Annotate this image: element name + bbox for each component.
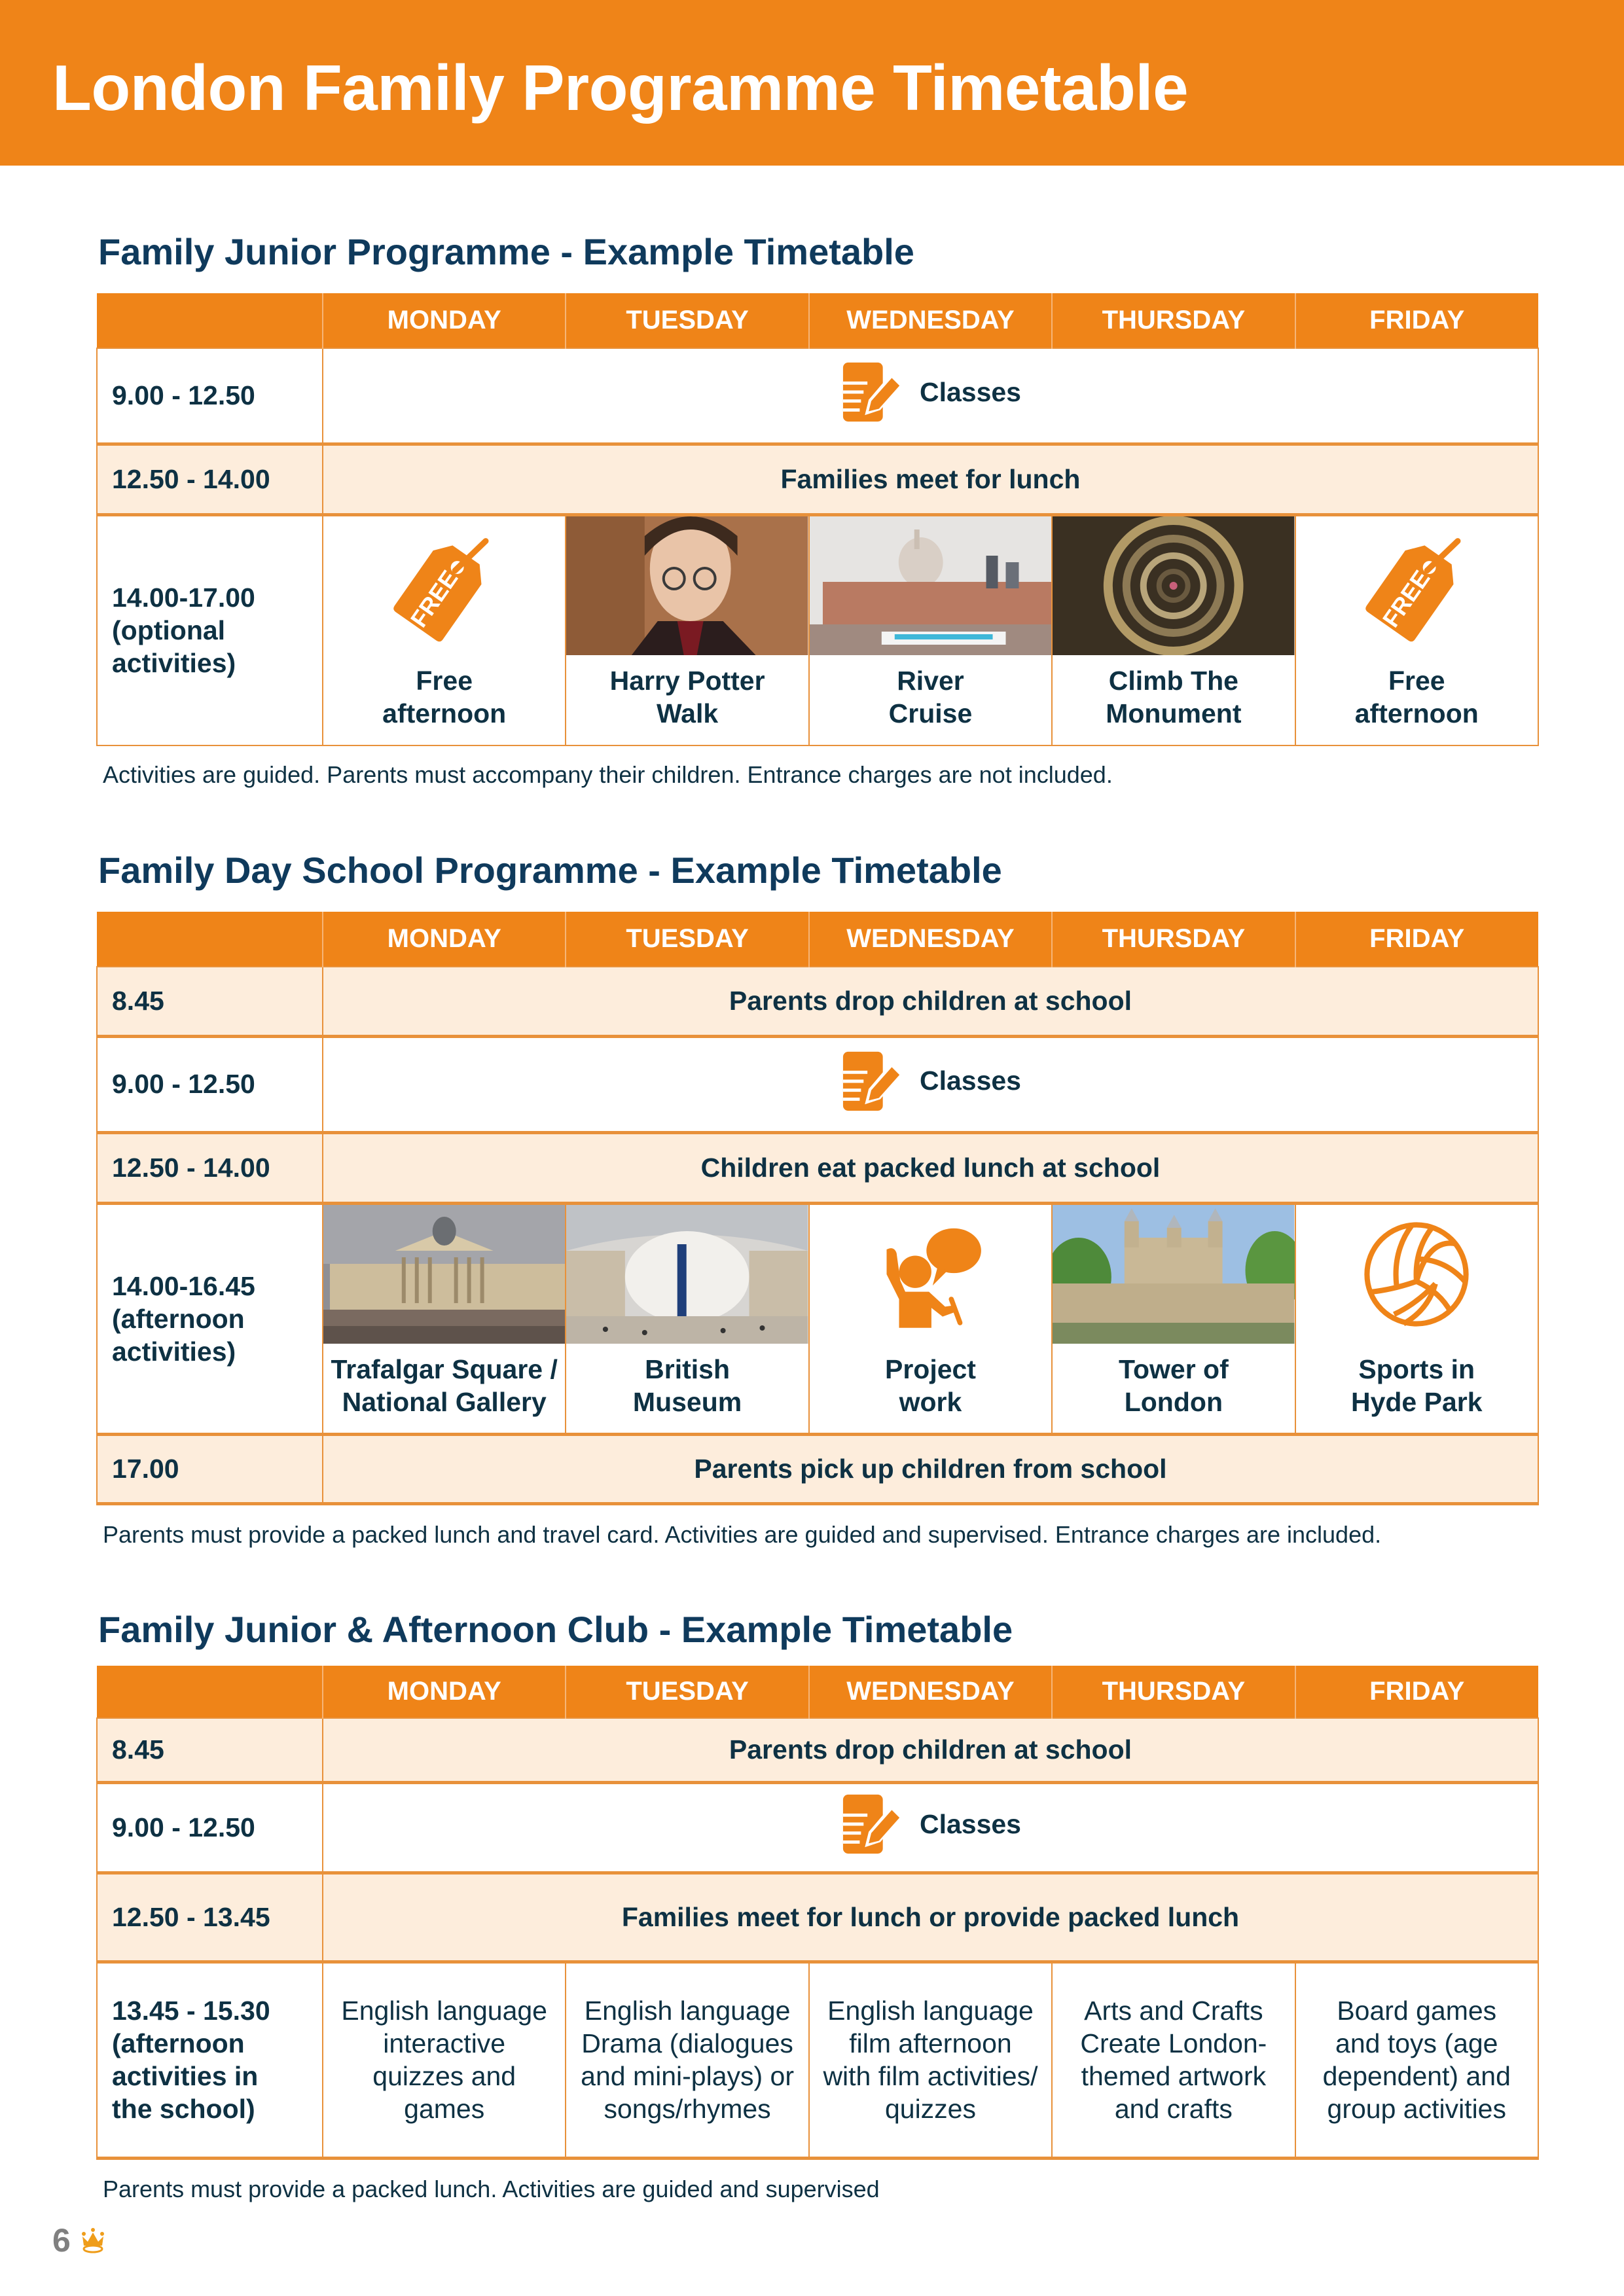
activity-label: Cruise <box>888 698 973 728</box>
time-cell: 12.50 - 14.00 <box>97 444 323 514</box>
activity-label: Climb The <box>1108 665 1238 696</box>
day-thursday: THURSDAY <box>1052 912 1295 967</box>
activity-line: group activities <box>1327 2094 1506 2124</box>
activity-line: themed artwork <box>1081 2061 1267 2091</box>
activity-label: work <box>899 1386 962 1417</box>
tower-of-london-photo <box>1053 1205 1294 1344</box>
page-title: London Family Programme Timetable <box>52 52 1189 124</box>
dayschool-programme-title: Family Day School Programme - Example Timetable <box>98 850 1002 891</box>
time-cell <box>97 514 323 745</box>
lunch-cell: Families meet for lunch <box>323 444 1538 514</box>
notepad-pencil-icon <box>840 360 905 424</box>
activity-cell-wednesday <box>809 514 1052 745</box>
day-thursday: THURSDAY <box>1052 1666 1295 1718</box>
activity-cell-wednesday <box>809 1203 1052 1434</box>
day-friday: FRIDAY <box>1295 293 1538 348</box>
free-tag-icon <box>1358 527 1475 645</box>
classes-label: Classes <box>919 1808 1021 1839</box>
activities-row <box>97 1203 1538 1434</box>
pickup-row <box>97 1434 1538 1503</box>
classes-cell <box>323 1036 1538 1132</box>
activity-cell-thursday <box>1052 1962 1295 2158</box>
activity-label: National Gallery <box>342 1386 547 1417</box>
corner-cell <box>97 1666 323 1718</box>
classes-row <box>97 1036 1538 1132</box>
time-line: (afternoon <box>112 1303 245 1334</box>
activity-line: and mini-plays) or <box>581 2061 794 2091</box>
activity-label: afternoon <box>1354 698 1479 728</box>
classes-label: Classes <box>919 376 1021 407</box>
day-friday: FRIDAY <box>1295 1666 1538 1718</box>
activity-line: quizzes and <box>372 2061 516 2091</box>
classes-label: Classes <box>919 1066 1021 1096</box>
day-header-row <box>97 293 1538 348</box>
activity-line: quizzes <box>884 2094 976 2124</box>
activity-label: Sports in <box>1358 1354 1475 1384</box>
pickup-cell: Parents pick up children from school <box>323 1434 1538 1503</box>
club-programme-title: Family Junior & Afternoon Club - Example Timetable <box>98 1609 1013 1650</box>
free-tag-icon <box>386 527 503 645</box>
activity-cell-tuesday <box>566 1962 808 2158</box>
activity-label: London <box>1124 1386 1223 1417</box>
presenter-speech-icon <box>868 1212 992 1336</box>
activity-cell-thursday <box>1052 1203 1295 1434</box>
notepad-pencil-icon <box>840 1792 905 1856</box>
classes-cell <box>323 1782 1538 1873</box>
time-line: 13.45 - 15.30 <box>112 1996 270 2026</box>
dayschool-programme-note: Parents must provide a packed lunch and travel card. Activities are guided and supervised. Entrance charges are included. <box>103 1521 1382 1548</box>
activity-line: English language <box>827 1996 1034 2026</box>
monument-staircase-photo <box>1053 516 1294 655</box>
time-line: (afternoon <box>112 2028 245 2058</box>
time-line: activities) <box>112 648 236 679</box>
activity-label: Project <box>884 1354 976 1384</box>
activity-label: Monument <box>1106 698 1242 728</box>
activity-cell-friday <box>1295 514 1538 745</box>
activity-line: Arts and Crafts <box>1084 1996 1263 2026</box>
corner-cell <box>97 293 323 348</box>
lunch-row <box>97 1873 1538 1962</box>
time-cell: 9.00 - 12.50 <box>97 1036 323 1132</box>
day-monday: MONDAY <box>323 293 566 348</box>
time-cell: 8.45 <box>97 967 323 1036</box>
crown-icon <box>80 2227 106 2253</box>
junior-programme-table <box>96 293 1539 746</box>
activity-line: games <box>404 2094 485 2124</box>
activities-row <box>97 1962 1538 2158</box>
corner-cell <box>97 912 323 967</box>
time-line: 14.00-16.45 <box>112 1270 255 1301</box>
activity-label: River <box>897 665 964 696</box>
club-programme-table <box>96 1666 1539 2160</box>
activity-label: Harry Potter <box>609 665 765 696</box>
activity-cell-tuesday <box>566 1203 808 1434</box>
junior-programme-note: Activities are guided. Parents must accompany their children. Entrance charges are not included. <box>103 761 1113 788</box>
time-cell: 12.50 - 14.00 <box>97 1132 323 1203</box>
classes-cell <box>323 348 1538 444</box>
activity-line: English language <box>341 1996 547 2026</box>
time-cell: 12.50 - 13.45 <box>97 1873 323 1962</box>
page-number <box>52 2221 106 2259</box>
activity-label: British <box>645 1354 731 1384</box>
day-tuesday: TUESDAY <box>566 912 808 967</box>
lunch-row <box>97 1132 1538 1203</box>
activity-label: Walk <box>657 698 719 728</box>
time-line: 14.00-17.00 <box>112 583 255 613</box>
national-gallery-photo <box>323 1205 565 1344</box>
time-line: activities in <box>112 2061 259 2091</box>
day-monday: MONDAY <box>323 912 566 967</box>
activity-label: Free <box>1388 665 1445 696</box>
day-wednesday: WEDNESDAY <box>809 1666 1052 1718</box>
activity-cell-friday <box>1295 1203 1538 1434</box>
page-number-text: 6 <box>52 2222 71 2259</box>
activity-line: with film activities/ <box>823 2061 1038 2091</box>
time-cell <box>97 1203 323 1434</box>
day-thursday: THURSDAY <box>1052 293 1295 348</box>
activity-label: Hyde Park <box>1350 1386 1483 1417</box>
activity-line: Board games <box>1337 1996 1497 2026</box>
time-line: activities) <box>112 1336 236 1367</box>
time-line: (optional <box>112 615 226 646</box>
notepad-pencil-icon <box>840 1049 905 1113</box>
time-line: the school) <box>112 2094 255 2124</box>
activity-cell-monday <box>323 1962 566 2158</box>
volleyball-icon <box>1358 1215 1475 1333</box>
activity-line: interactive <box>383 2028 506 2058</box>
activity-cell-monday <box>323 514 566 745</box>
activity-label: Tower of <box>1118 1354 1229 1384</box>
time-cell: 8.45 <box>97 1718 323 1782</box>
junior-programme-title: Family Junior Programme - Example Timetable <box>98 231 914 272</box>
activity-label: Trafalgar Square / <box>331 1354 558 1384</box>
activity-label: Free <box>416 665 473 696</box>
classes-row <box>97 1782 1538 1873</box>
river-cruise-photo <box>810 516 1051 655</box>
british-museum-photo <box>566 1205 808 1344</box>
day-header-row <box>97 1666 1538 1718</box>
activity-line: Drama (dialogues <box>581 2028 793 2058</box>
page-header-banner <box>0 0 1624 166</box>
harry-potter-photo <box>566 516 808 655</box>
activity-line: and toys (age <box>1335 2028 1498 2058</box>
lunch-row <box>97 444 1538 514</box>
activity-cell-tuesday <box>566 514 808 745</box>
activities-row <box>97 514 1538 745</box>
time-cell: 9.00 - 12.50 <box>97 1782 323 1873</box>
lunch-cell: Families meet for lunch or provide packed lunch <box>323 1873 1538 1962</box>
dayschool-programme-table <box>96 912 1539 1505</box>
day-header-row <box>97 912 1538 967</box>
dropoff-cell: Parents drop children at school <box>323 967 1538 1036</box>
activity-line: English language <box>584 1996 791 2026</box>
day-tuesday: TUESDAY <box>566 293 808 348</box>
activity-line: dependent) and <box>1322 2061 1511 2091</box>
dropoff-cell: Parents drop children at school <box>323 1718 1538 1782</box>
day-wednesday: WEDNESDAY <box>809 912 1052 967</box>
activity-line: film afternoon <box>849 2028 1012 2058</box>
club-programme-note: Parents must provide a packed lunch. Activities are guided and supervised <box>103 2176 880 2202</box>
activity-cell-thursday <box>1052 514 1295 745</box>
activity-line: songs/rhymes <box>604 2094 771 2124</box>
activity-cell-monday <box>323 1203 566 1434</box>
activity-cell-friday <box>1295 1962 1538 2158</box>
day-friday: FRIDAY <box>1295 912 1538 967</box>
dropoff-row <box>97 967 1538 1036</box>
time-cell: 17.00 <box>97 1434 323 1503</box>
activity-label: Museum <box>632 1386 742 1417</box>
day-wednesday: WEDNESDAY <box>809 293 1052 348</box>
time-cell: 9.00 - 12.50 <box>97 348 323 444</box>
activity-label: afternoon <box>382 698 507 728</box>
activity-cell-wednesday <box>809 1962 1052 2158</box>
activity-line: Create London- <box>1080 2028 1267 2058</box>
dropoff-row <box>97 1718 1538 1782</box>
day-tuesday: TUESDAY <box>566 1666 808 1718</box>
day-monday: MONDAY <box>323 1666 566 1718</box>
lunch-cell: Children eat packed lunch at school <box>323 1132 1538 1203</box>
activity-line: and crafts <box>1114 2094 1233 2124</box>
time-cell <box>97 1962 323 2158</box>
classes-row <box>97 348 1538 444</box>
